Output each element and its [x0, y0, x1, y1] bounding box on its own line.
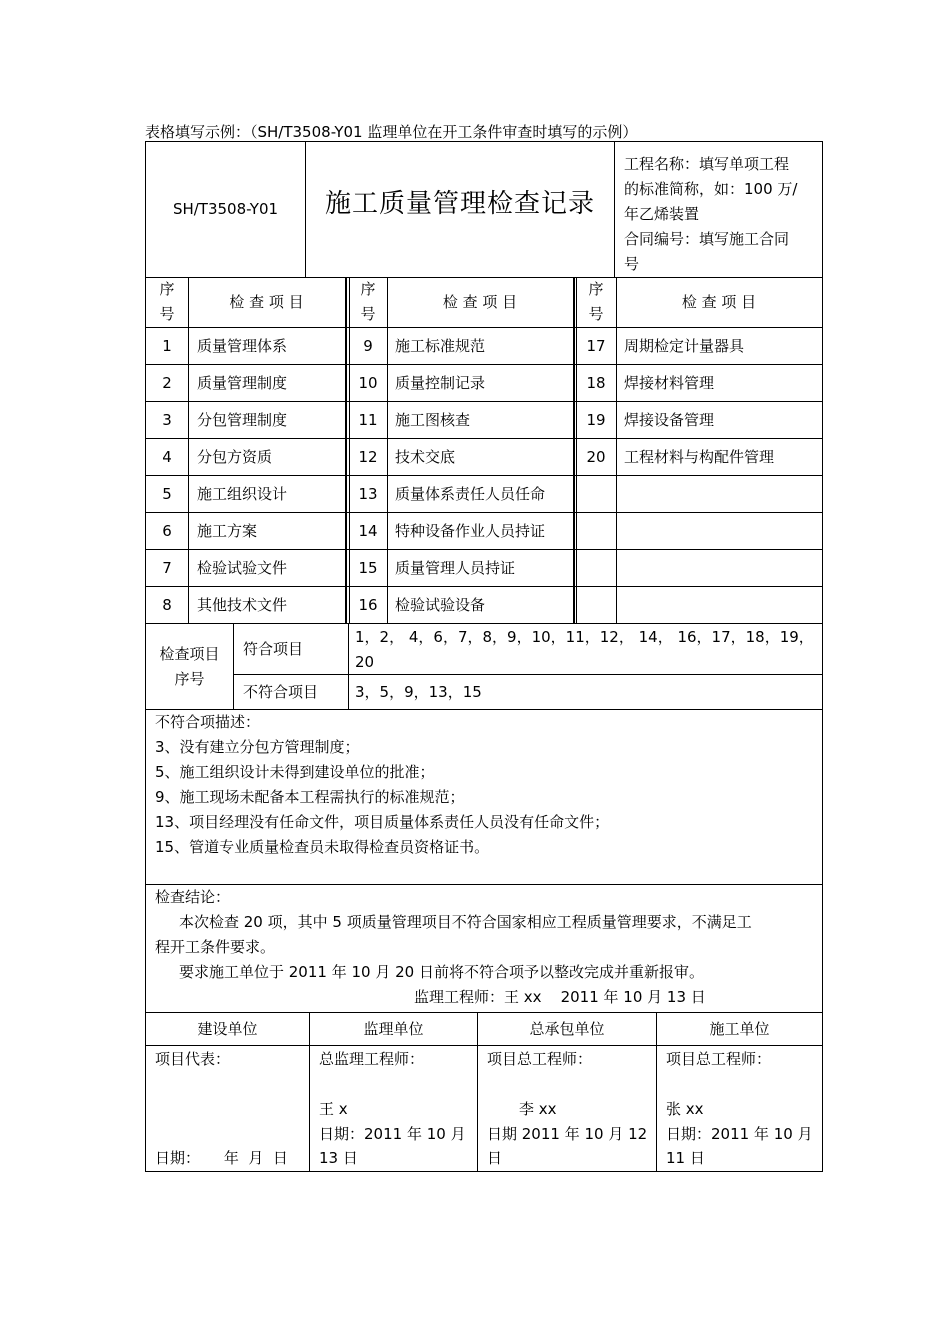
nonconformity-line: 15、管道专业质量检查员未取得检查员资格证书。 — [155, 838, 490, 856]
divider — [146, 1045, 822, 1046]
item-name: 质量管理体系 — [197, 336, 288, 355]
item-header: 检 查 项 目 — [442, 292, 518, 311]
item-no: 9 — [363, 336, 373, 355]
item-no: 2 — [162, 373, 172, 392]
item-name: 施工组织设计 — [197, 484, 288, 503]
item-no: 17 — [586, 336, 606, 355]
project-info-line: 工程名称：填写单项工程 — [624, 155, 790, 173]
supervisor-signature: 监理工程师：王 xx 2011 年 10 月 13 日 — [414, 988, 706, 1006]
pass-label: 符合项目 — [243, 639, 304, 658]
divider — [387, 278, 388, 623]
pass-values-cont: 20 — [355, 653, 375, 671]
unit-title: 监理单位 — [363, 1019, 424, 1038]
item-no: 15 — [358, 558, 378, 577]
item-name: 技术交底 — [395, 447, 456, 466]
nonconformity-heading: 不符合项描述： — [155, 713, 261, 731]
item-header: 检 查 项 目 — [229, 292, 304, 311]
seq-summary-label — [146, 624, 233, 709]
conclusion-text: 程开工条件要求。 — [155, 938, 276, 956]
unit-role: 项目代表： — [155, 1050, 231, 1068]
project-info-line: 合同编号：填写施工合同 — [624, 230, 790, 248]
divider — [188, 278, 189, 623]
seq-header: 序号 — [588, 280, 604, 323]
item-name: 质量体系责任人员任命 — [395, 484, 546, 503]
item-name: 特种设备作业人员持证 — [395, 521, 546, 540]
item-no: 10 — [358, 373, 378, 392]
form-caption: 表格填写示例：（SH/T3508-Y01 监理单位在开工条件审查时填写的示例） — [145, 123, 638, 141]
seq-header: 序号 — [159, 280, 175, 323]
unit-role: 项目总工程师： — [666, 1050, 772, 1068]
item-no: 12 — [358, 447, 378, 466]
unit-role: 总监理工程师： — [319, 1050, 425, 1068]
item-name: 焊接材料管理 — [624, 373, 715, 392]
item-no: 18 — [586, 373, 606, 392]
item-no: 11 — [358, 410, 378, 429]
item-name: 质量管理制度 — [197, 373, 288, 392]
nonconformity-line: 5、施工组织设计未得到建设单位的批准； — [155, 763, 435, 781]
pass-values: 1，2， 4，6，7，8，9，10，11，12， 14， 16，17，18，19， — [355, 628, 814, 646]
item-name: 施工图核查 — [395, 410, 471, 429]
item-header: 检 查 项 目 — [681, 292, 757, 311]
fail-label: 不符合项目 — [243, 682, 319, 701]
seq-summary-label-line: 序号 — [174, 669, 205, 688]
item-name: 分包管理制度 — [197, 410, 288, 429]
unit-date: 日期：2011 年 10 月 — [319, 1125, 466, 1143]
divider — [146, 884, 822, 885]
item-name: 施工方案 — [197, 521, 258, 540]
nonconformity-line: 9、施工现场未配备本工程需执行的标准规范； — [155, 788, 465, 806]
unit-title: 建设单位 — [197, 1019, 258, 1038]
nonconformity-line: 3、没有建立分包方管理制度； — [155, 738, 360, 756]
form-title: 施工质量管理检查记录 — [324, 189, 595, 219]
form-code: SH/T3508-Y01 — [172, 200, 279, 218]
fail-values: 3，5，9，13，15 — [355, 682, 482, 701]
conclusion-heading: 检查结论： — [155, 888, 231, 906]
unit-date: 日 — [487, 1149, 503, 1167]
item-no: 19 — [586, 410, 606, 429]
unit-role: 项目总工程师： — [487, 1050, 593, 1068]
item-no: 7 — [162, 558, 172, 577]
item-name: 周期检定计量器具 — [624, 336, 745, 355]
item-no: 20 — [586, 447, 606, 466]
unit-signer: 王 x — [319, 1100, 348, 1118]
item-name: 分包方资质 — [197, 447, 273, 466]
item-name: 施工标准规范 — [395, 336, 486, 355]
divider — [345, 278, 347, 623]
project-info — [624, 152, 820, 277]
unit-date: 日期：2011 年 10 月 — [666, 1125, 813, 1143]
item-name: 检验试验文件 — [197, 558, 288, 577]
nonconformity-line: 13、项目经理没有任命文件，项目质量体系责任人员没有任命文件； — [155, 813, 610, 831]
item-no: 16 — [358, 595, 378, 614]
item-name: 焊接设备管理 — [624, 410, 715, 429]
unit-signer: 张 xx — [666, 1100, 704, 1118]
conclusion-requirement: 要求施工单位于 2011 年 10 月 20 日前将不符合项予以整改完成并重新报审。 — [179, 963, 704, 981]
unit-signer: 李 xx — [519, 1100, 557, 1118]
item-no: 8 — [162, 595, 172, 614]
unit-date: 日期 2011 年 10 月 12 — [487, 1125, 648, 1143]
item-name: 质量控制记录 — [395, 373, 486, 392]
item-no: 6 — [162, 521, 172, 540]
seq-summary-label-line: 检查项目 — [159, 644, 220, 663]
divider — [616, 278, 617, 623]
seq-header: 序号 — [360, 280, 376, 323]
item-name: 质量管理人员持证 — [395, 558, 516, 577]
project-info-line: 号 — [624, 255, 640, 273]
divider — [233, 624, 234, 709]
unit-date: 日期： 年 月 日 — [155, 1149, 288, 1167]
item-no: 13 — [358, 484, 378, 503]
divider — [573, 278, 575, 623]
project-info-line: 的标准简称，如：100 万/ — [624, 180, 798, 198]
item-name: 其他技术文件 — [197, 595, 288, 614]
unit-title: 总承包单位 — [529, 1019, 605, 1038]
unit-date: 11 日 — [666, 1149, 705, 1167]
item-no: 14 — [358, 521, 378, 540]
unit-date: 13 日 — [319, 1149, 358, 1167]
item-name: 检验试验设备 — [395, 595, 486, 614]
item-no: 1 — [162, 336, 172, 355]
conclusion-text: 本次检查 20 项，其中 5 项质量管理项目不符合国家相应工程质量管理要求，不满足工 — [179, 913, 752, 931]
divider — [614, 142, 615, 277]
item-no: 5 — [162, 484, 172, 503]
project-info-line: 年乙烯装置 — [624, 205, 700, 223]
item-no: 3 — [162, 410, 172, 429]
divider — [348, 624, 349, 709]
item-no: 4 — [162, 447, 172, 466]
inspection-form — [145, 141, 823, 1172]
item-name: 工程材料与构配件管理 — [624, 447, 775, 466]
unit-title: 施工单位 — [709, 1019, 770, 1038]
